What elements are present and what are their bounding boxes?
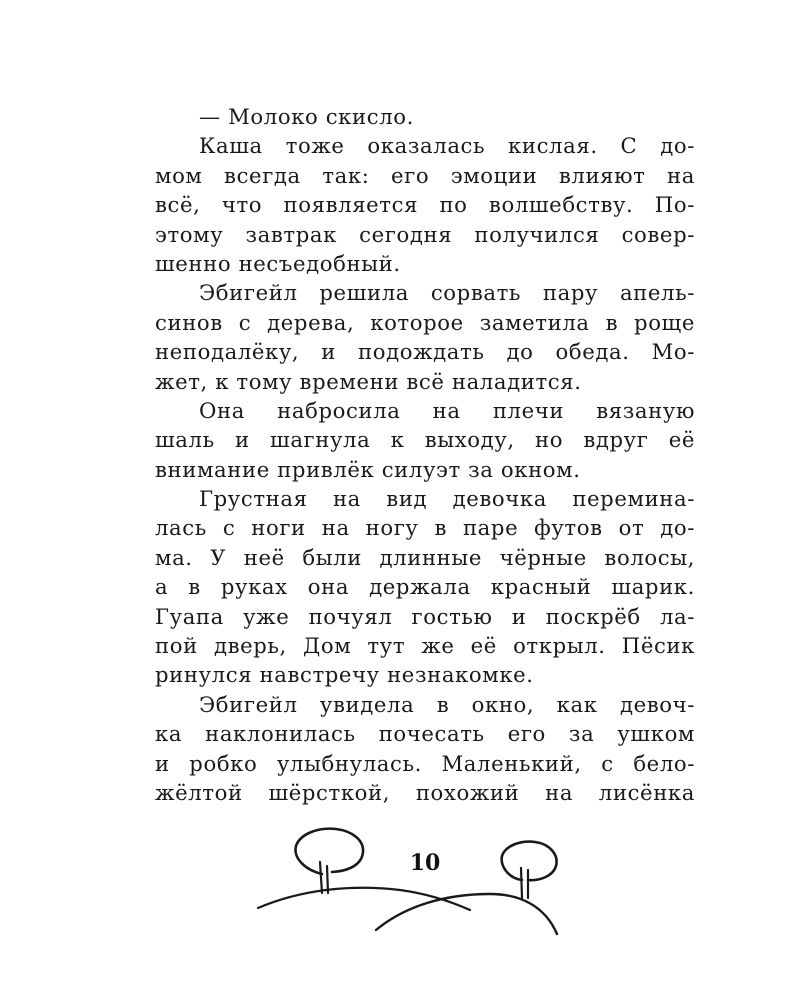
text-line: внимание привлёк силуэт за окном. bbox=[155, 456, 581, 482]
text-line: Каша тоже оказалась кислая. С до- bbox=[199, 133, 695, 159]
tree-right-trunk bbox=[521, 868, 528, 898]
text-line: пой дверь, Дом тут же её открыл. Пёсик bbox=[155, 633, 695, 659]
text-line: ма. У неё были длинные чёрные волосы, bbox=[155, 544, 695, 570]
text-line: а в руках она держала красный шарик. bbox=[155, 574, 695, 600]
text-line: ринулся навстречу незнакомке. bbox=[155, 662, 534, 688]
text-line: ка наклонилась почесать его за ушком bbox=[155, 721, 695, 747]
text-line: шенно несъедобный. bbox=[155, 250, 401, 276]
text-line: и робко улыбнулась. Маленький, с бело- bbox=[155, 750, 695, 776]
text-line: лась с ноги на ногу в паре футов от до- bbox=[155, 515, 695, 541]
hill-left-line bbox=[258, 888, 470, 910]
hill-right-line bbox=[376, 894, 557, 934]
text-line: шаль и шагнула к выходу, но вдруг её bbox=[155, 427, 695, 453]
tree-left-canopy bbox=[296, 829, 364, 874]
text-line: синов с дерева, которое заметила в роще bbox=[155, 309, 695, 335]
tree-right-canopy bbox=[502, 842, 557, 881]
text-line: Гуапа уже почуял гостью и поскрёб ла- bbox=[155, 603, 695, 629]
tree-left-trunk bbox=[320, 862, 328, 893]
text-line: жёлтой шёрсткой, похожий на лисёнка bbox=[155, 779, 695, 805]
text-line: всё, что появляется по волшебству. По- bbox=[155, 192, 695, 218]
text-line: Эбигейл увидела в окно, как девоч- bbox=[199, 691, 695, 717]
text-line: — Молоко скисло. bbox=[199, 104, 414, 129]
text-line: Эбигейл решила сорвать пару апель- bbox=[199, 280, 695, 306]
page-body-text bbox=[155, 102, 695, 807]
page-number: 10 bbox=[409, 850, 441, 876]
text-line: Грустная на вид девочка перемина- bbox=[199, 486, 695, 512]
text-line: этому завтрак сегодня получился совер- bbox=[155, 221, 695, 247]
text-line: Она набросила на плечи вязаную bbox=[199, 397, 695, 423]
text-line: мом всегда так: его эмоции влияют на bbox=[155, 162, 695, 188]
text-line: жет, к тому времени всё наладится. bbox=[155, 368, 582, 394]
text-line: неподалёку, и подождать до обеда. Мо- bbox=[155, 339, 695, 365]
